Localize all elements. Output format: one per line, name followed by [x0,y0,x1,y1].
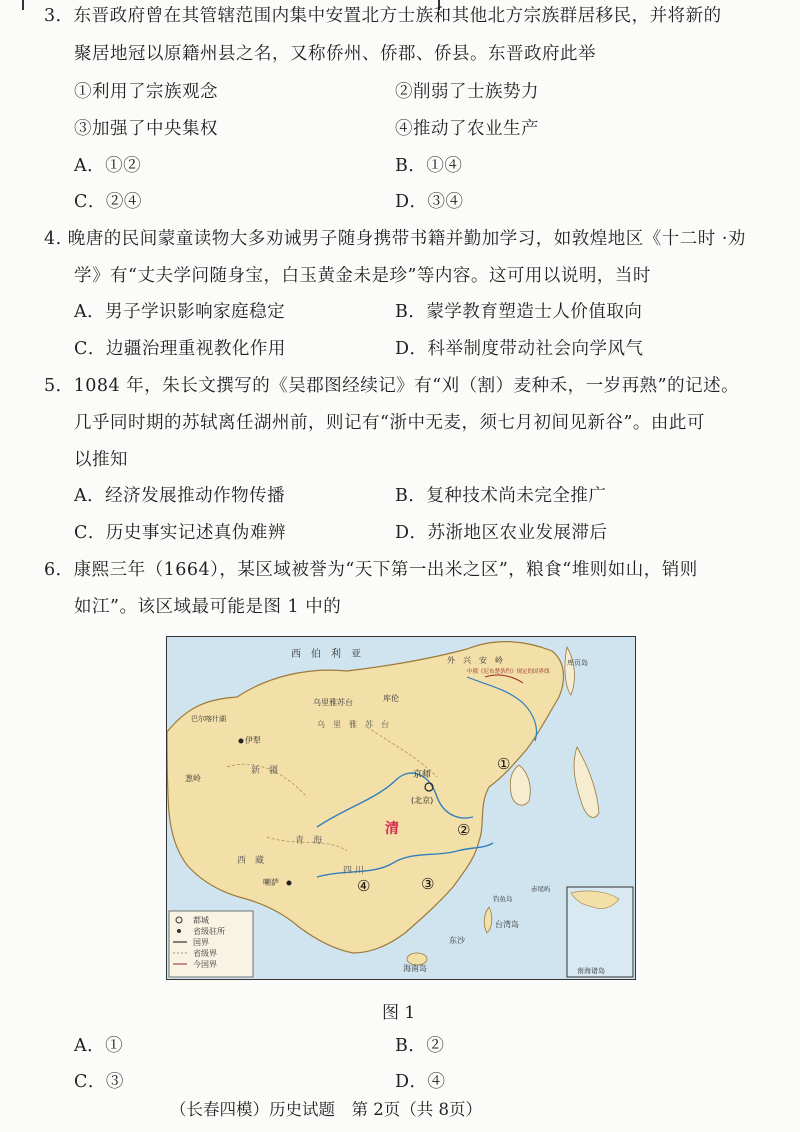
region-marker-1: ① [497,755,511,773]
label-siberia: 西 伯 利 亚 [291,649,361,660]
q5-option-b[interactable]: B．复种技术尚未完全推广 [395,486,607,506]
label-treaty: 中俄《尼布楚条约》规定的国界线 [467,669,550,675]
q5-option-c[interactable]: C．历史事实记述真伪难辨 [74,523,286,543]
q6-stem-line2: 如江”。该区域最可能是图 1 中的 [74,597,342,617]
q5-stem-line1: 5．1084 年，朱长文撰写的《吴郡图经续记》有“刈（割）麦种禾，一岁再熟”的记述。 [44,376,740,396]
lasa-marker [287,881,292,886]
q6-stem-line1: 6．康熙三年（1664），某区域被誉为“天下第一出米之区”，粮食“堆则如山，销则 [44,560,698,580]
q4-option-c[interactable]: C．边疆治理重视教化作用 [74,339,286,359]
map-taiwan [484,907,492,933]
label-lasa: 喇萨 [263,878,279,887]
q3-option-d[interactable]: D．③④ [395,192,464,212]
legend-border: 国界 [193,938,209,947]
label-wuliyasutai: 乌里雅苏台 [313,698,353,707]
label-dongsha: 东沙 [449,936,465,945]
label-hainan: 海南岛 [403,964,427,973]
legend-now: 今国界 [193,960,217,969]
label-congling: 葱岭 [185,774,201,783]
q4-option-b[interactable]: B．蒙学教育塑造士人价值取向 [395,302,643,322]
q3-statement-4: ④推动了农业生产 [395,119,539,139]
label-jingshi: 京师 [413,770,432,780]
q6-option-d[interactable]: D．④ [395,1072,446,1092]
label-qing: 清 [385,821,399,837]
label-diaoyu: 钓鱼岛 [493,895,513,903]
region-marker-2: ② [457,821,471,839]
q5-option-d[interactable]: D．苏浙地区农业发展滞后 [395,523,608,543]
q6-option-b[interactable]: B．② [395,1036,445,1056]
q4-option-a[interactable]: A．男子学识影响家庭稳定 [74,302,286,322]
q3-stem-line1: 3．东晋政府曾在其管辖范围内集中安置北方士族和其他北方宗族群居移民，并将新的 [44,6,722,26]
label-beijing: (北京) [411,796,434,805]
label-taiwan: 台湾岛 [495,920,519,929]
label-xinjiang: 新 疆 [251,766,279,776]
legend-prov: 省级驻所 [193,927,225,936]
q4-stem-line1: 4. 晚唐的民间蒙童读物大多劝诫男子随身携带书籍并勤加学习，如敦煌地区《十二时 ·劝 [44,229,746,249]
label-wulisu: 乌 里 雅 苏 台 [317,720,389,729]
q3-option-a[interactable]: A．①② [74,156,142,176]
region-marker-3: ③ [421,875,435,893]
label-waian: 外 兴 安 岭 [447,656,503,665]
yili-marker [239,739,244,744]
q3-option-c[interactable]: C．②④ [74,192,142,212]
q3-stem-line2: 聚居地冠以原籍州县之名，又称侨州、侨郡、侨县。东晋政府此举 [74,44,596,64]
map-svg [167,637,635,979]
legend-provb: 省级界 [193,949,217,958]
q3-statement-1: ①利用了宗族观念 [74,82,218,102]
q5-stem-line3: 以推知 [74,450,128,470]
label-kulun: 库伦 [383,694,399,703]
map-japan [574,747,599,817]
label-bahe: 巴尔喀什湖 [191,715,226,723]
margin-tick [22,0,24,10]
q4-option-d[interactable]: D．科举制度带动社会向学风气 [395,339,644,359]
q5-stem-line2: 几乎同时期的苏轼离任湖州前，则记有“浙中无麦，须七月初间见新谷”。由此可 [74,413,705,433]
label-xizang: 西 藏 [237,856,265,866]
legend-capital: 都城 [193,916,209,925]
label-sichuan: 四 川 [343,866,364,876]
page-footer: （长春四模）历史试题 第 2页（共 8页） [170,1100,482,1119]
map-korea [510,765,530,805]
q6-option-c[interactable]: C．③ [74,1072,124,1092]
qing-dynasty-map [166,636,636,980]
q4-stem-line2: 学》有“丈夫学问随身宝，白玉黄金未是珍”等内容。这可用以说明，当时 [74,266,651,286]
legend-prov-icon [177,929,181,933]
figure-caption: 图 1 [382,1003,416,1023]
label-yili: 伊犁 [245,736,261,745]
label-kuye: 库页岛 [567,659,588,667]
label-nanhai: 南海诸岛 [577,967,605,975]
q3-option-b[interactable]: B．①④ [395,156,463,176]
region-marker-4: ④ [357,877,371,895]
q3-statement-2: ②削弱了士族势力 [395,82,539,102]
label-qinghai: 青 海 [295,836,323,846]
map-landmass [167,642,563,953]
q5-option-a[interactable]: A．经济发展推动作物传播 [74,486,286,506]
label-chiwei: 赤尾屿 [531,885,551,893]
q3-statement-3: ③加强了中央集权 [74,119,218,139]
q6-option-a[interactable]: A．① [74,1036,124,1056]
map-sakhalin [565,647,575,695]
